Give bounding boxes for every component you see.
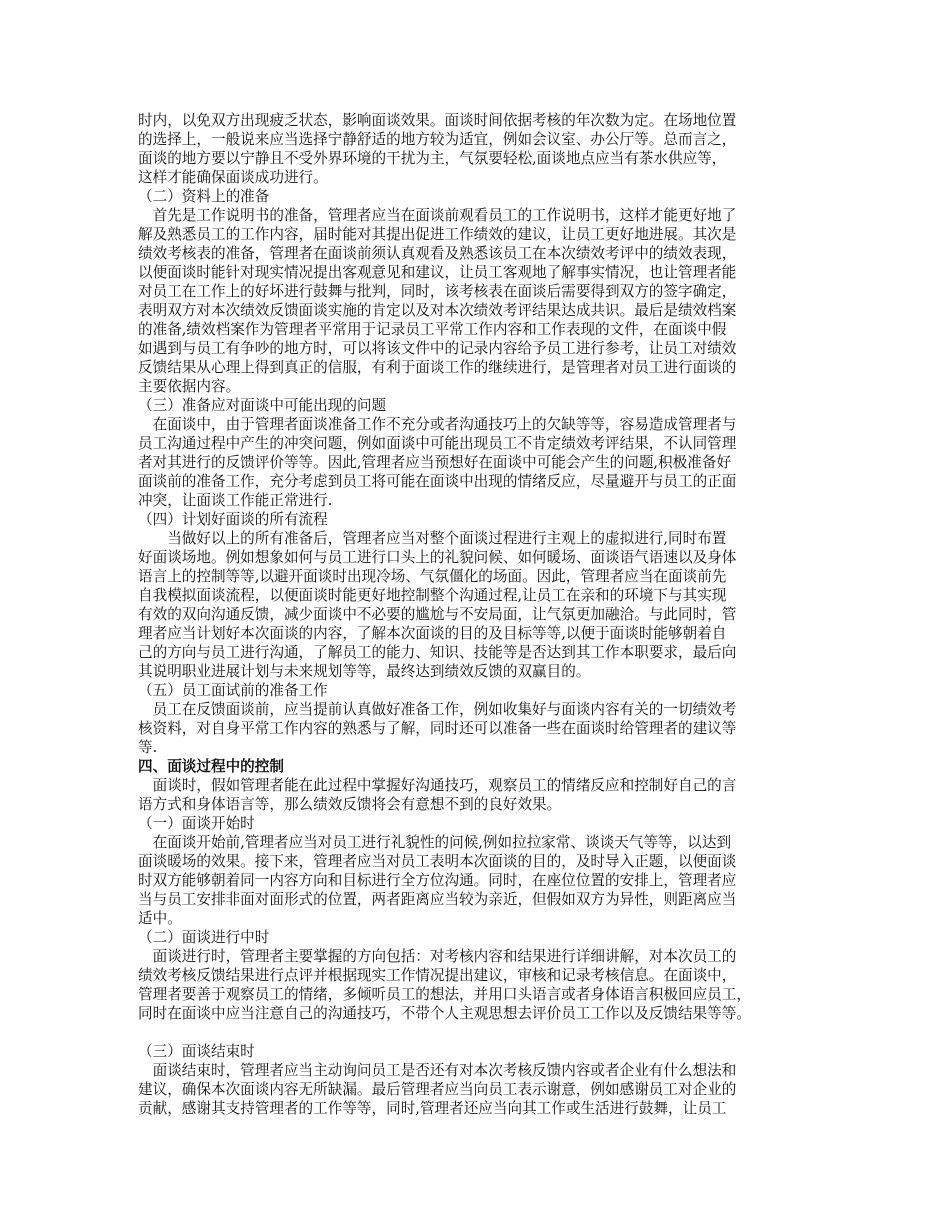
text-line: 如遇到与员工有争吵的地方时，可以将该文件中的记录内容给予员工进行参考，让员工对绩效: [138, 340, 737, 357]
text-line: 绩效考核反馈结果进行点评并根据现实工作情况提出建议，审核和记录考核信息。在面谈中，: [138, 967, 737, 984]
text-line: 对员工在工作上的好坏进行鼓舞与批判，同时，该考核表在面谈后需要得到双方的签字确定，: [138, 283, 737, 300]
text-line: 好面谈场地。例如想象如何与员工进行口头上的礼貌问候、如何暖场、面谈语气语速以及身体: [138, 549, 737, 566]
text-line: 面谈暖场的效果。接下来，管理者应当对员工表明本次面谈的目的，及时导入正题，以便面谈: [138, 853, 737, 870]
text-line: 在面谈中，由于管理者面谈准备工作不充分或者沟通技巧上的欠缺等等，容易造成管理者与: [138, 416, 737, 433]
text-line: 的选择上，一般说来应当选择宁静舒适的地方较为适宜，例如会议室、办公厅等。总而言之，: [138, 131, 737, 148]
text-line: （三）面谈结束时: [138, 1043, 255, 1060]
text-line: 自我模拟面谈流程，以便面谈时能更好地控制整个沟通过程,让员工在亲和的环境下与其实现: [138, 587, 727, 604]
text-line: 冲突，让面谈工作能正常进行.: [138, 492, 333, 509]
text-line: 语言上的控制等等,以避开面谈时出现冷场、气氛僵化的场面。因此，管理者应当在面谈前先: [138, 568, 727, 585]
text-line: 适中。: [138, 910, 182, 927]
text-line: 面谈时，假如管理者能在此过程中掌握好沟通技巧，观察员工的情绪反应和控制好自己的言: [138, 777, 737, 794]
text-line: 有效的双向沟通反馈，减少面谈中不必要的尴尬与不安局面，让气氛更加融洽。与此同时，管: [138, 606, 737, 623]
text-line: 首先是工作说明书的准备，管理者应当在面谈前观看员工的工作说明书，这样才能更好地了: [138, 207, 737, 224]
text-line: 同时在面谈中应当注意自己的沟通技巧，不带个人主观思想去评价员工工作以及反馈结果等等。: [138, 1005, 751, 1022]
text-line: 管理者要善于观察员工的情绪，多倾听员工的想法，并用口头语言或者身体语言积极回应员工，: [138, 986, 751, 1003]
text-line: 建议，确保本次面谈内容无所缺漏。最后管理者应当向员工表示谢意，例如感谢员工对企业的: [138, 1081, 737, 1098]
text-line: （五）员工面试前的准备工作: [138, 682, 328, 699]
text-line: （二）面谈进行中时: [138, 929, 270, 946]
text-line: 时内，以免双方出现疲乏状态，影响面谈效果。面谈时间依据考核的年次数为定。在场地位置: [138, 112, 737, 129]
text-line: 己的方向与员工进行沟通，了解员工的能力、知识、技能等是否达到其工作本职要求，最后向: [138, 644, 737, 661]
text-line: 面谈前的准备工作，充分考虑到员工将可能在面谈中出现的情绪反应，尽量避开与员工的正面: [138, 473, 737, 490]
text-line: 者对其进行的反馈评价等等。因此,管理者应当预想好在面谈中可能会产生的问题,积极准备好: [138, 454, 732, 471]
text-line: 时双方能够朝着同一内容方向和目标进行全方位沟通。同时，在座位位置的安排上，管理者应: [138, 872, 737, 889]
text-line: 面谈的地方要以宁静且不受外界环境的干扰为主，气氛要轻松,面谈地点应当有茶水供应等，: [138, 150, 727, 167]
text-line: 反馈结果从心理上得到真正的信服，有利于面谈工作的继续进行，是管理者对员工进行面谈的: [138, 359, 737, 376]
text-line: 在面谈开始前,管理者应当对员工进行礼貌性的问候,例如拉拉家常、谈谈天气等等，以达到: [138, 834, 732, 851]
text-line: 员工沟通过程中产生的冲突问题，例如面谈中可能出现员工不肯定绩效考评结果，不认同管理: [138, 435, 737, 452]
text-line: 语方式和身体语言等，那么绩效反馈将会有意想不到的良好效果。: [138, 796, 562, 813]
text-line: 以便面谈时能针对现实情况提出客观意见和建议，让员工客观地了解事实情况，也让管理者能: [138, 264, 737, 281]
text-line: 当与员工安排非面对面形式的位置，两者距离应当较为亲近，但假如双方为异性，则距离应当: [138, 891, 737, 908]
text-line: 其说明职业进展计划与未来规划等等，最终达到绩效反馈的双赢目的。: [138, 663, 591, 680]
text-line: 主要依据内容。: [138, 378, 241, 395]
text-line: （三）准备应对面谈中可能出现的问题: [138, 397, 387, 414]
text-line: 理者应当计划好本次面谈的内容，了解本次面谈的目的及目标等等,以便于面谈时能够朝着自: [138, 625, 727, 642]
text-line: （二）资料上的准备: [138, 188, 270, 205]
text-line: 等.: [138, 739, 158, 756]
text-line: 面谈结束时，管理者应当主动询问员工是否还有对本次考核反馈内容或者企业有什么想法和: [138, 1062, 737, 1079]
text-line: 这样才能确保面谈成功进行。: [138, 169, 328, 186]
text-line: 面谈进行时，管理者主要掌握的方向包括：对考核内容和结果进行详细讲解，对本次员工的: [138, 948, 737, 965]
text-line: 员工在反馈面谈前，应当提前认真做好准备工作，例如收集好与面谈内容有关的一切绩效考: [138, 701, 737, 718]
text-line: 核资料，对自身平常工作内容的熟悉与了解，同时还可以准备一些在面谈时给管理者的建议等: [138, 720, 737, 737]
text-line: 解及熟悉员工的工作内容，届时能对其提出促进工作绩效的建议，让员工更好地进展。其次是: [138, 226, 737, 243]
text-line: 的准备,绩效档案作为管理者平常用于记录员工平常工作内容和工作表现的文件，在面谈中假: [138, 321, 727, 338]
text-line: （四）计划好面谈的所有流程: [138, 511, 328, 528]
text-line: 绩效考核表的准备，管理者在面谈前须认真观看及熟悉该员工在本次绩效考评中的绩效表现，: [138, 245, 737, 262]
text-line: 表明双方对本次绩效反馈面谈实施的肯定以及对本次绩效考评结果达成共识。最后是绩效档案: [138, 302, 737, 319]
text-line: 贡献，感谢其支持管理者的工作等等，同时,管理者还应当向其工作或生活进行鼓舞，让员工: [138, 1100, 727, 1117]
text-line: （一）面谈开始时: [138, 815, 255, 832]
section-heading: 四、面谈过程中的控制: [138, 758, 284, 775]
text-line: 当做好以上的所有准备后，管理者应当对整个面谈过程进行主观上的虚拟进行,同时布置: [138, 530, 727, 547]
